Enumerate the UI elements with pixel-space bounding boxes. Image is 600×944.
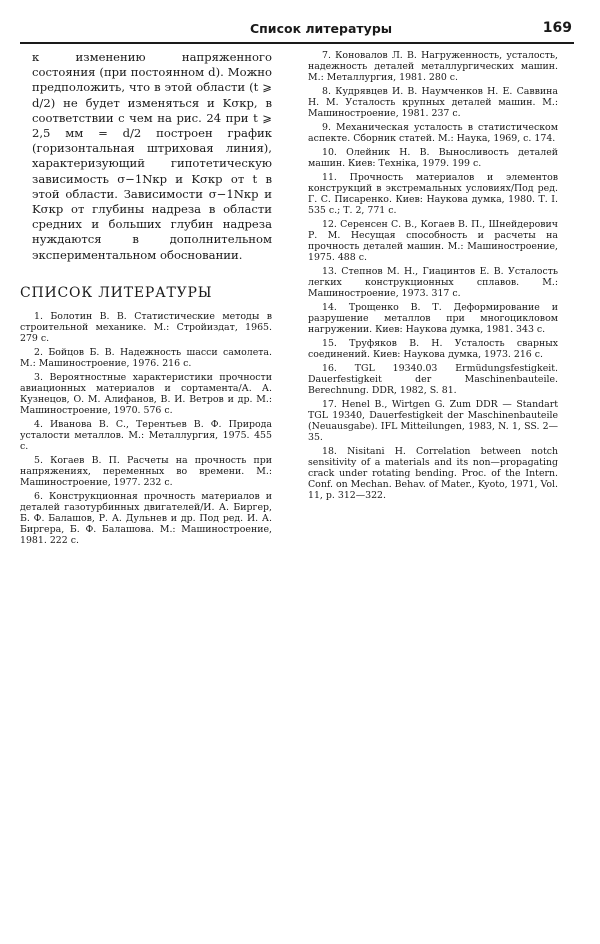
reference-item: 18. Nisitani H. Correlation between notch sensitivity of a materials and its non—propagating crack under rotating bending. Proc. of the Intern. Conf. on Mechan. Behav. of Mater., Kyoto, 1971, Vol. 11, p. 312—322. (308, 446, 558, 501)
reference-item: 1. Болотин В. В. Статистические методы в строительной механике. М.: Стройиздат, 1965. 279 с. (20, 310, 272, 344)
reference-item: 9. Механическая усталость в статистическом аспекте. Сборник статей. М.: Наука, 1969, с. 174. (308, 122, 558, 144)
reference-item: 2. Бойцов Б. В. Надежность шасси самолета. М.: Машиностроение, 1976. 216 с. (20, 346, 272, 369)
reference-item: 8. Кудрявцев И. В. Наумченков Н. Е. Саввина Н. М. Усталость крупных деталей машин. М.: Машиностроение, 1981. 237 с. (308, 86, 558, 119)
continuation-paragraph: к изменению напряженного состояния (при постоянном d). Можно предположить, что в этой области (t ⩾ d/2) не будет изменяться и Kσкр, в соответствии с чем на рис. 24 при t ⩾ 2,5 мм = d/2 построен график (горизонтальная штриховая линия), характеризующий гипотетическую зависимость σ−1Nкр и Kσкр от t в этой области. Зависимости σ−1Nкр и Kσкр от глубины надреза в области средних и больших глубин надреза нуждаются в дополнительном экспериментальном обосновании. (32, 50, 272, 262)
reference-item: 3. Вероятностные характеристики прочности авиационных материалов и сортамента/А. А. Кузнецов, О. М. Алифанов, В. И. Ветров и др. М.: Машиностроение, 1970. 576 с. (20, 371, 272, 416)
page-number: 169 (542, 20, 572, 36)
section-heading: СПИСОК ЛИТЕРАТУРЫ (20, 284, 213, 301)
left-column (20, 50, 272, 549)
reference-list-right (308, 50, 558, 501)
reference-item: 7. Коновалов Л. В. Нагруженность, усталость, надежность деталей металлургических машин. М.: Металлургия, 1981. 280 с. (308, 50, 558, 83)
page-header (20, 20, 574, 44)
running-title: Список литературы (250, 21, 393, 36)
reference-item: 16. TGL 19340.03 Ermüdungsfestigkeit. Dauerfestigkeit der Maschinenbauteile. Berechnung. DDR, 1982, S. 81. (308, 363, 558, 396)
reference-item: 17. Henel B., Wirtgen G. Zum DDR — Standart TGL 19340, Dauerfestigkeit der Maschinenbauteile (Neuausgabe). IFL Mitteilungen, 1983, N. 1, SS. 2—35. (308, 399, 558, 443)
reference-item: 10. Олейник Н. В. Выносливость деталей машин. Киев: Техніка, 1979. 199 с. (308, 147, 558, 169)
reference-item: 5. Когаев В. П. Расчеты на прочность при напряжениях, переменных во времени. М.: Машиностроение, 1977. 232 с. (20, 454, 272, 488)
reference-item: 4. Иванова В. С., Терентьев В. Ф. Природа усталости металлов. М.: Металлургия, 1975. 455 с. (20, 418, 272, 452)
reference-item: 15. Труфяков В. Н. Усталость сварных соединений. Киев: Наукова думка, 1973. 216 с. (308, 338, 558, 360)
reference-item: 6. Конструкционная прочность материалов и деталей газотурбинных двигателей/И. А. Биргер, Б. Ф. Балашов, Р. А. Дульнев и др. Под ред. И. А. Биргера, Б. Ф. Балашова. М.: Машиностроение, 1981. 222 с. (20, 490, 272, 546)
reference-item: 12. Серенсен С. В., Когаев В. П., Шнейдерович Р. М. Несущая способность и расчеты на прочность деталей машин. М.: Машиностроение, 1975. 488 с. (308, 219, 558, 263)
reference-item: 14. Трощенко В. Т. Деформирование и разрушение металлов при многоцикловом нагружении. Киев: Наукова думка, 1981. 343 с. (308, 302, 558, 335)
reference-list-left (20, 311, 272, 546)
right-column (308, 50, 558, 504)
reference-item: 11. Прочность материалов и элементов конструкций в экстремальных условиях/Под ред. Г. С. Писаренко. Киев: Наукова думка, 1980. Т. I. 535 с.; Т. 2, 771 с. (308, 172, 558, 216)
reference-item: 13. Степнов М. Н., Гиацинтов Е. В. Усталость легких конструкционных сплавов. М.: Машиностроение, 1973. 317 с. (308, 266, 558, 299)
